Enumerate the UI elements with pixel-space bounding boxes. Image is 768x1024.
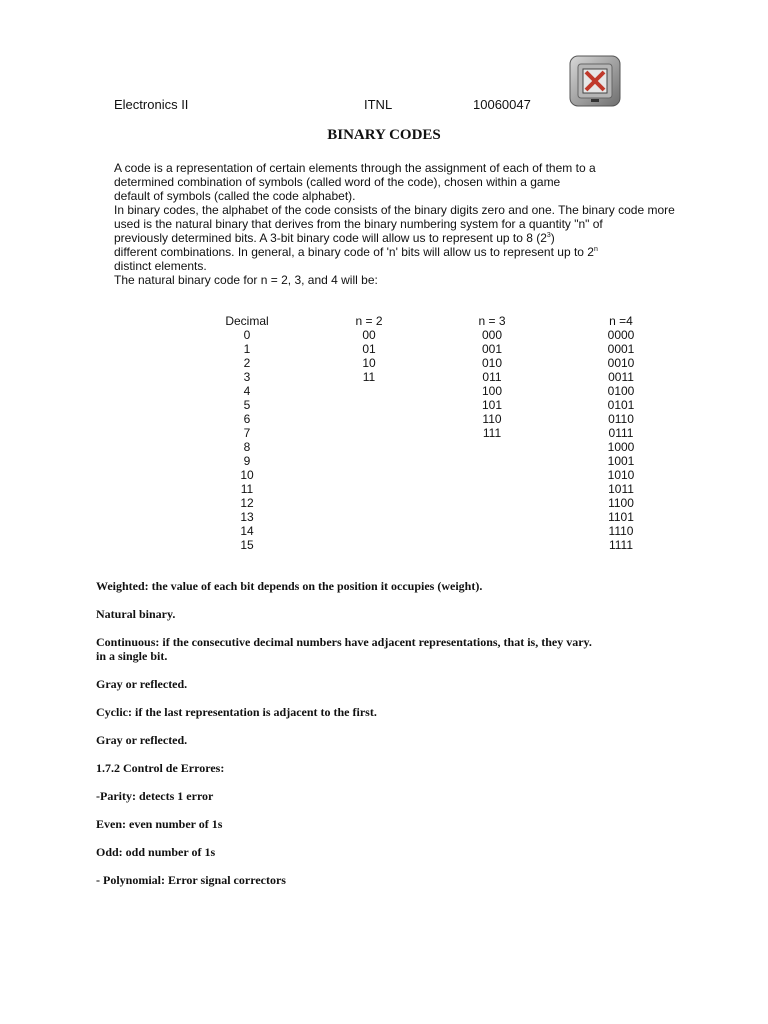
table-cell: 2 bbox=[243, 356, 251, 370]
n4-column bbox=[598, 314, 644, 552]
definition-odd: Odd: odd number of 1s bbox=[96, 845, 216, 859]
definition-continuous-line1: Continuous: if the consecutive decimal numbers have adjacent representations, that is, they vary. bbox=[96, 635, 592, 649]
table-cell: 5 bbox=[243, 398, 251, 412]
table-cell: 0001 bbox=[607, 342, 635, 356]
table-cell: 01 bbox=[362, 342, 376, 356]
table-cell: 15 bbox=[240, 538, 254, 552]
table-cell: 10 bbox=[362, 356, 376, 370]
table-cell: 3 bbox=[243, 370, 251, 384]
course-name: Electronics II bbox=[114, 97, 189, 112]
definition-natural-binary: Natural binary. bbox=[96, 607, 176, 621]
table-cell: 4 bbox=[243, 384, 251, 398]
table-cell: 000 bbox=[481, 328, 503, 342]
definitions-list bbox=[96, 579, 636, 901]
table-cell: 9 bbox=[243, 454, 251, 468]
table-cell: 1011 bbox=[608, 482, 634, 496]
intro-line bbox=[114, 245, 675, 259]
table-cell: 8 bbox=[243, 440, 251, 454]
table-cell: 1001 bbox=[607, 454, 635, 468]
table-cell: 100 bbox=[481, 384, 503, 398]
table-cell: 1010 bbox=[607, 468, 635, 482]
definition-parity: -Parity: detects 1 error bbox=[96, 789, 214, 803]
definition-cyclic: Cyclic: if the last representation is adjacent to the first. bbox=[96, 705, 377, 719]
superscript-n: n bbox=[593, 246, 598, 253]
table-cell: 0000 bbox=[607, 328, 635, 342]
table-cell: 1 bbox=[243, 342, 251, 356]
table-cell: 001 bbox=[481, 342, 503, 356]
close-paren: ) bbox=[550, 231, 555, 245]
table-cell: 7 bbox=[243, 426, 251, 440]
definition-even: Even: even number of 1s bbox=[96, 817, 223, 831]
table-cell: 11 bbox=[240, 482, 254, 496]
table-cell: 6 bbox=[243, 412, 251, 426]
table-cell: 0111 bbox=[608, 426, 634, 440]
table-cell: 101 bbox=[481, 398, 503, 412]
definition-weighted: Weighted: the value of each bit depends on the position it occupies (weight). bbox=[96, 579, 483, 593]
table-cell: 111 bbox=[482, 426, 502, 440]
course-code: 10060047 bbox=[473, 97, 531, 112]
table-cell: 1100 bbox=[608, 496, 634, 510]
column-header: n = 3 bbox=[478, 314, 506, 328]
institution-seal-icon bbox=[569, 55, 621, 107]
table-cell: 0011 bbox=[608, 370, 634, 384]
intro-line: default of symbols (called the code alphabet). bbox=[114, 189, 356, 203]
table-cell: 0101 bbox=[607, 398, 635, 412]
table-cell: 0110 bbox=[608, 412, 634, 426]
section-heading-error-control: 1.7.2 Control de Errores: bbox=[96, 761, 225, 775]
table-cell: 10 bbox=[240, 468, 254, 482]
table-cell: 12 bbox=[240, 496, 254, 510]
definition-gray: Gray or reflected. bbox=[96, 677, 188, 691]
table-cell: 1101 bbox=[608, 510, 634, 524]
intro-line-text: different combinations. In general, a binary code of 'n' bits will allow us to represent up to 2 bbox=[114, 245, 594, 259]
decimal-column bbox=[216, 314, 278, 552]
table-cell: 0 bbox=[243, 328, 251, 342]
n3-column bbox=[467, 314, 517, 440]
table-cell: 14 bbox=[240, 524, 254, 538]
intro-line: used is the natural binary that derives from the binary numbering system for a quantity "n" of bbox=[114, 217, 603, 231]
definition-gray: Gray or reflected. bbox=[96, 733, 188, 747]
intro-paragraph bbox=[114, 161, 675, 287]
table-cell: 11 bbox=[362, 370, 376, 384]
column-header: n =4 bbox=[609, 314, 633, 328]
table-cell: 1110 bbox=[608, 524, 634, 538]
definition-continuous-line2: in a single bit. bbox=[96, 649, 168, 663]
superscript-three: 3 bbox=[546, 232, 551, 239]
column-header: n = 2 bbox=[355, 314, 383, 328]
intro-line: In binary codes, the alphabet of the code consists of the binary digits zero and one. The binary code more bbox=[114, 203, 675, 217]
column-header: Decimal bbox=[225, 314, 269, 328]
document-title: BINARY CODES bbox=[327, 127, 441, 143]
table-cell: 110 bbox=[482, 412, 502, 426]
intro-line bbox=[114, 231, 675, 245]
definition-polynomial: - Polynomial: Error signal correctors bbox=[96, 873, 286, 887]
table-cell: 00 bbox=[362, 328, 376, 342]
intro-line: A code is a representation of certain elements through the assignment of each of them to a bbox=[114, 161, 596, 175]
table-cell: 011 bbox=[482, 370, 502, 384]
table-cell: 13 bbox=[240, 510, 254, 524]
n2-column bbox=[346, 314, 392, 384]
table-cell: 1111 bbox=[608, 538, 634, 552]
table-cell: 010 bbox=[481, 356, 503, 370]
intro-line: The natural binary code for n = 2, 3, and 4 will be: bbox=[114, 273, 378, 287]
table-cell: 1000 bbox=[607, 440, 635, 454]
intro-line: distinct elements. bbox=[114, 259, 207, 273]
table-cell: 0010 bbox=[607, 356, 635, 370]
intro-line-text: previously determined bits. A 3-bit binary code will allow us to represent up to 8 (2 bbox=[114, 231, 547, 245]
institution-name: ITNL bbox=[364, 97, 393, 112]
definition-continuous bbox=[96, 635, 636, 663]
intro-line: determined combination of symbols (called word of the code), chosen within a game bbox=[114, 175, 561, 189]
table-cell: 0100 bbox=[607, 384, 635, 398]
